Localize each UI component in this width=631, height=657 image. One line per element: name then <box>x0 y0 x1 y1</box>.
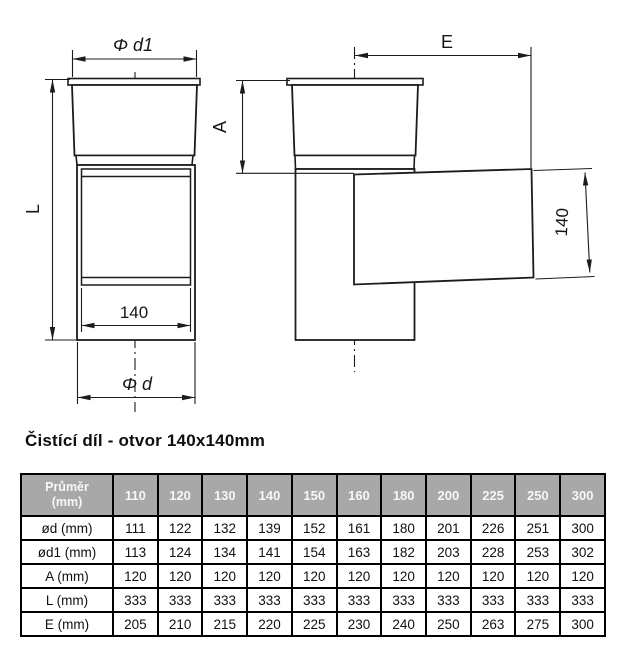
value-cell: 120 <box>426 564 471 588</box>
side-collar <box>295 156 415 170</box>
table-header <box>21 474 605 516</box>
value-cell: 203 <box>426 540 471 564</box>
value-cell: 154 <box>292 540 337 564</box>
front-collar <box>76 156 193 166</box>
length-L-label: L <box>23 203 43 215</box>
table-row <box>21 516 605 540</box>
value-cell: 333 <box>515 588 560 612</box>
value-cell: 120 <box>158 564 203 588</box>
value-cell: 113 <box>113 540 158 564</box>
value-cell: 139 <box>247 516 292 540</box>
value-cell: 124 <box>158 540 203 564</box>
table-row <box>21 588 605 612</box>
value-cell: 333 <box>292 588 337 612</box>
table-header-diameter <box>21 474 113 516</box>
value-cell: 161 <box>337 516 382 540</box>
side-opening-height-label: 140 <box>551 207 573 237</box>
column-header: 160 <box>337 474 382 516</box>
value-cell: 230 <box>337 612 382 636</box>
value-cell: 180 <box>381 516 426 540</box>
column-header: 130 <box>202 474 247 516</box>
row-label: E (mm) <box>21 612 113 636</box>
value-cell: 210 <box>158 612 203 636</box>
value-cell: 253 <box>515 540 560 564</box>
value-cell: 132 <box>202 516 247 540</box>
value-cell: 111 <box>113 516 158 540</box>
value-cell: 120 <box>247 564 292 588</box>
value-cell: 120 <box>471 564 516 588</box>
value-cell: 302 <box>560 540 605 564</box>
front-socket-flange <box>68 79 200 86</box>
column-header: 140 <box>247 474 292 516</box>
front-view <box>23 35 200 412</box>
value-cell: 333 <box>202 588 247 612</box>
value-cell: 120 <box>515 564 560 588</box>
column-header: 225 <box>471 474 516 516</box>
value-cell: 215 <box>202 612 247 636</box>
value-cell: 333 <box>560 588 605 612</box>
phi-d1-label: Φ d1 <box>112 35 154 55</box>
value-cell: 182 <box>381 540 426 564</box>
row-label: A (mm) <box>21 564 113 588</box>
value-cell: 122 <box>158 516 203 540</box>
table-row <box>21 564 605 588</box>
column-header: 300 <box>560 474 605 516</box>
row-label: ød1 (mm) <box>21 540 113 564</box>
value-cell: 120 <box>113 564 158 588</box>
row-label: L (mm) <box>21 588 113 612</box>
value-cell: 300 <box>560 516 605 540</box>
value-cell: 228 <box>471 540 516 564</box>
value-cell: 141 <box>247 540 292 564</box>
table-header-diameter-line2: (mm) <box>51 495 83 509</box>
value-cell: 134 <box>202 540 247 564</box>
value-cell: 333 <box>113 588 158 612</box>
value-cell: 275 <box>515 612 560 636</box>
table-header-diameter-line1: Průměr <box>45 480 89 494</box>
column-header: 180 <box>381 474 426 516</box>
value-cell: 120 <box>381 564 426 588</box>
socket-height-A-label: A <box>210 120 230 134</box>
side-cleaning-door <box>354 169 534 285</box>
column-header: 120 <box>158 474 203 516</box>
row-label: ød (mm) <box>21 516 113 540</box>
value-cell: 120 <box>560 564 605 588</box>
value-cell: 333 <box>471 588 516 612</box>
value-cell: 226 <box>471 516 516 540</box>
side-view <box>210 32 595 372</box>
value-cell: 120 <box>292 564 337 588</box>
value-cell: 201 <box>426 516 471 540</box>
table-row <box>21 612 605 636</box>
value-cell: 333 <box>381 588 426 612</box>
value-cell: 263 <box>471 612 516 636</box>
side-socket <box>292 85 418 156</box>
phi-d-label: Φ d <box>121 374 153 394</box>
table-body <box>21 516 605 636</box>
value-cell: 240 <box>381 612 426 636</box>
value-cell: 120 <box>202 564 247 588</box>
value-cell: 250 <box>426 612 471 636</box>
value-cell: 333 <box>426 588 471 612</box>
page-title: Čistící díl - otvor 140x140mm <box>25 431 266 450</box>
value-cell: 251 <box>515 516 560 540</box>
front-socket <box>72 85 197 156</box>
value-cell: 220 <box>247 612 292 636</box>
offset-E-label: E <box>440 32 454 52</box>
column-header: 110 <box>113 474 158 516</box>
front-opening-width-label: 140 <box>119 303 149 322</box>
value-cell: 333 <box>247 588 292 612</box>
side-socket-flange <box>287 79 423 86</box>
column-header: 250 <box>515 474 560 516</box>
value-cell: 333 <box>337 588 382 612</box>
table-row <box>21 540 605 564</box>
value-cell: 300 <box>560 612 605 636</box>
value-cell: 120 <box>337 564 382 588</box>
value-cell: 163 <box>337 540 382 564</box>
dimensions-table <box>20 473 606 637</box>
value-cell: 225 <box>292 612 337 636</box>
column-header: 150 <box>292 474 337 516</box>
dim-phi-d <box>78 342 196 404</box>
dim-length-L <box>45 80 76 341</box>
value-cell: 205 <box>113 612 158 636</box>
value-cell: 333 <box>158 588 203 612</box>
value-cell: 152 <box>292 516 337 540</box>
column-header: 200 <box>426 474 471 516</box>
table-header-row <box>21 474 605 516</box>
